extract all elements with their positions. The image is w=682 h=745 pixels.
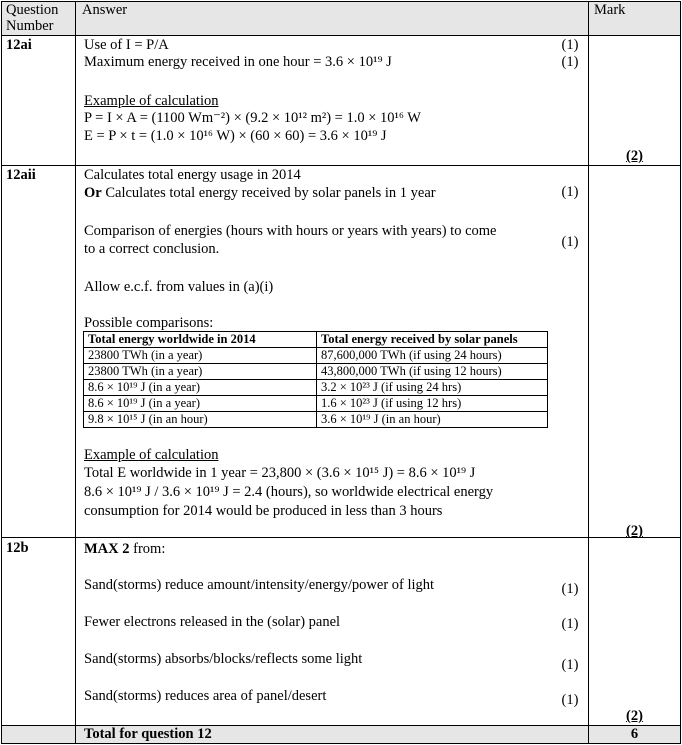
divider <box>1 35 681 36</box>
divider <box>680 1 681 744</box>
table-cell: 87,600,000 TWh (if using 24 hours) <box>317 348 548 364</box>
mark-total: (2) <box>626 523 643 539</box>
table-row <box>84 380 548 396</box>
mark-point: (1) <box>561 657 579 673</box>
column-header: Total energy worldwide in 2014 <box>84 332 317 348</box>
calculation-line: consumption for 2014 would be produced in less than 3 hours <box>84 503 443 519</box>
max-keyword: MAX 2 <box>84 541 130 557</box>
answer-line: Possible comparisons: <box>84 315 214 331</box>
comparisons-table <box>83 331 548 428</box>
or-keyword: Or <box>84 185 102 201</box>
answer-line: to a correct conclusion. <box>84 241 220 257</box>
divider <box>1 743 681 744</box>
total-label: Total for question 12 <box>84 726 212 742</box>
answer-line: Allow e.c.f. from values in (a)(i) <box>84 279 274 295</box>
divider <box>75 1 76 744</box>
table-cell: 23800 TWh (in a year) <box>84 348 317 364</box>
mark-point: (1) <box>561 37 579 53</box>
table-cell: 43,800,000 TWh (if using 12 hours) <box>317 364 548 380</box>
answer-line <box>84 185 436 202</box>
answer-line <box>84 541 165 558</box>
table-cell: 3.2 × 10²³ J (if using 24 hrs) <box>317 380 548 396</box>
mark-point: (1) <box>561 184 579 200</box>
table-row <box>84 396 548 412</box>
calculation-line: P = I × A = (1100 Wm⁻²) × (9.2 × 10¹² m²) = 1.0 × 10¹⁶ W <box>84 110 421 126</box>
divider <box>1 165 681 166</box>
divider <box>1 537 681 538</box>
table-cell: 8.6 × 10¹⁹ J (in a year) <box>84 396 317 412</box>
table-row <box>84 412 548 428</box>
calculation-line: E = P × t = (1.0 × 10¹⁶ W) × (60 × 60) = 3.6 × 10¹⁹ J <box>84 128 387 144</box>
table-row <box>84 364 548 380</box>
table-cell: 9.8 × 10¹⁵ J (in an hour) <box>84 412 317 428</box>
answer-line: Comparison of energies (hours with hours or years with years) to come <box>84 223 497 239</box>
table-row <box>84 348 548 364</box>
example-heading: Example of calculation <box>84 93 219 109</box>
table-header-row <box>84 332 548 348</box>
answer-point: Fewer electrons released in the (solar) panel <box>84 614 341 630</box>
table-cell: 3.6 × 10¹⁹ J (in an hour) <box>317 412 548 428</box>
question-number-12aii: 12aii <box>6 167 36 183</box>
example-heading: Example of calculation <box>84 447 219 463</box>
answer-point: Sand(storms) reduces area of panel/desert <box>84 688 327 704</box>
answer-line: Maximum energy received in one hour = 3.6 × 10¹⁹ J <box>84 54 392 70</box>
column-header: Total energy received by solar panels <box>317 332 548 348</box>
answer-point: Sand(storms) reduce amount/intensity/energy/power of light <box>84 577 435 593</box>
calculation-line: Total E worldwide in 1 year = 23,800 × (3.6 × 10¹⁵ J) = 8.6 × 10¹⁹ J <box>84 465 476 481</box>
total-value: 6 <box>630 726 639 742</box>
header-mark: Mark <box>594 2 626 18</box>
mark-point: (1) <box>561 54 579 70</box>
mark-point: (1) <box>561 581 579 597</box>
question-number-12b: 12b <box>6 540 29 556</box>
mark-total: (2) <box>626 148 643 164</box>
header-question-line2: Number <box>6 18 54 34</box>
table-cell: 8.6 × 10¹⁹ J (in a year) <box>84 380 317 396</box>
answer-text: from: <box>129 541 166 557</box>
header-answer: Answer <box>82 2 128 18</box>
answer-text: Calculates total energy received by solar panels in 1 year <box>101 185 436 201</box>
answer-point: Sand(storms) absorbs/blocks/reflects some light <box>84 651 363 667</box>
mark-point: (1) <box>561 234 579 250</box>
answer-line: Calculates total energy usage in 2014 <box>84 167 301 183</box>
header-question-line1: Question <box>6 2 59 18</box>
mark-total: (2) <box>626 708 643 724</box>
table-cell: 23800 TWh (in a year) <box>84 364 317 380</box>
divider <box>1 1 2 744</box>
answer-line: Use of I = P/A <box>84 37 169 53</box>
mark-point: (1) <box>561 692 579 708</box>
calculation-line: 8.6 × 10¹⁹ J / 3.6 × 10¹⁹ J = 2.4 (hours), so worldwide electrical energy <box>84 484 494 500</box>
table-cell: 1.6 × 10²³ J (if using 12 hrs) <box>317 396 548 412</box>
mark-point: (1) <box>561 616 579 632</box>
divider <box>588 1 589 744</box>
question-number-12ai: 12ai <box>6 37 32 53</box>
